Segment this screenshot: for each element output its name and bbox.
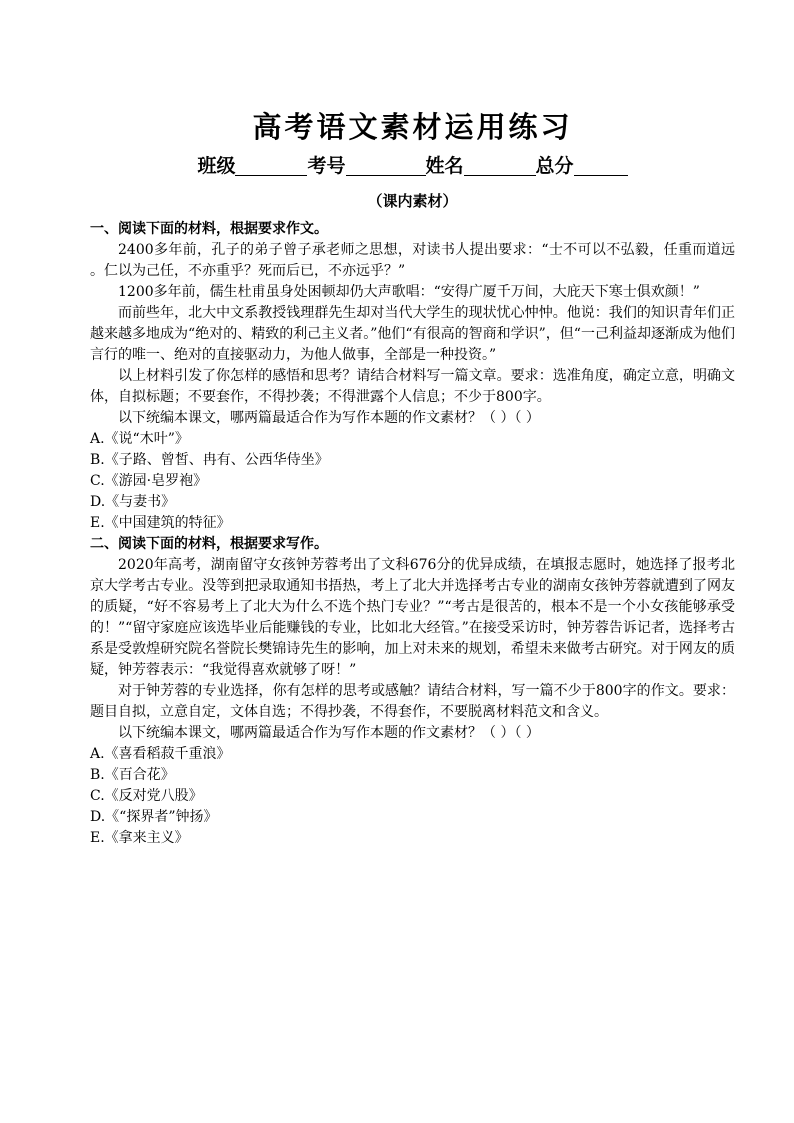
section-two-option-a: A.《喜看稻菽千重浪》 bbox=[90, 746, 231, 762]
document-subtitle: （课内素材） bbox=[367, 192, 458, 210]
name-label: 姓名 bbox=[425, 155, 464, 177]
number-label: 考号 bbox=[307, 155, 346, 177]
section-two-paragraph: 2020年高考，湖南留守女孩钟芳蓉考出了文科676分的优异成绩，在填报志愿时，她选择了报考北京大学考古专业。没等到把录取通知书捂热，考上了北大并选择考古专业的湖南女孩钟芳蓉就遭到了网友的质疑，“好不容易考上了北大为什么不选个热门专业？”“考古是很苦的，根本不是一个小女孩能够承受的！”“留守家庭应该选毕业后能赚钱的专业，比如北大经管。”在接受采访时，钟芳蓉告诉记者，选择考古系是受敦煌研究院名誉院长樊锦诗先生的影响，加上对未来的规划，希望未来做考古研究。对于网友的质疑，钟芳蓉表示：“我觉得喜欢就够了呀！” bbox=[90, 557, 735, 678]
score-label: 总分 bbox=[535, 155, 574, 177]
section-one-option-c: C.《游园·皂罗袍》 bbox=[90, 473, 208, 489]
section-two-option-e: E.《拿来主义》 bbox=[90, 830, 189, 846]
section-one-option-b: B.《子路、曾皙、冉有、公西华侍坐》 bbox=[90, 452, 329, 468]
class-label: 班级 bbox=[197, 155, 236, 177]
section-one-paragraph: 2400多年前，孔子的弟子曾子承老师之思想，对读书人提出要求：“士不可以不弘毅，任重而道远 。仁以为己任，不亦重乎？死而后已，不亦远乎？” bbox=[90, 242, 735, 279]
section-two-paragraph: 对于钟芳蓉的专业选择，你有怎样的思考或感触？请结合材料，写一篇不少于800字的作文。要求：题目自拟，立意自定，文体自选；不得抄袭，不得套作，不要脱离材料范文和含义。 bbox=[90, 683, 735, 720]
document-title: 高考语文素材运用练习 bbox=[252, 110, 573, 144]
section-one-option-a: A.《说“木叶”》 bbox=[90, 431, 189, 447]
section-one-paragraph: 以上材料引发了你怎样的感悟和思考？请结合材料写一篇文章。要求：选准角度，确定立意，明确文体，自拟标题；不要套作，不得抄袭；不得泄露个人信息；不少于800字。 bbox=[90, 368, 735, 405]
section-two-option-c: C.《反对党八股》 bbox=[90, 788, 203, 804]
student-info-line bbox=[90, 149, 735, 183]
number-blank bbox=[346, 155, 426, 176]
document-page bbox=[90, 105, 735, 849]
section-one-question: 以下统编本课文，哪两篇最适合作为写作本题的作文素材？（ ）（ ） bbox=[118, 410, 540, 426]
section-two-option-b: B.《百合花》 bbox=[90, 767, 175, 783]
section-one-paragraph: 而前些年，北大中文系教授钱理群先生却对当代大学生的现状忧心忡忡。他说：我们的知识青年们正越来越多地成为“绝对的、精致的利己主义者。”他们“有很高的智商和学识”，但“一己利益却逐渐成为他们言行的唯一、绝对的直接驱动力，为他人做事，全部是一种投资。” bbox=[90, 305, 735, 363]
section-one bbox=[90, 219, 735, 534]
name-blank bbox=[464, 155, 536, 176]
section-two-heading: 二、阅读下面的材料，根据要求写作。 bbox=[90, 536, 328, 552]
section-one-option-e: E.《中国建筑的特征》 bbox=[90, 515, 231, 531]
section-one-option-d: D.《与妻书》 bbox=[90, 494, 176, 510]
section-one-paragraph: 1200多年前，儒生杜甫虽身处困顿却仍大声歌唱：“安得广厦千万间，大庇天下寒士俱欢颜！” bbox=[118, 284, 700, 300]
section-two-question: 以下统编本课文，哪两篇最适合作为写作本题的作文素材？（ ）（ ） bbox=[118, 725, 540, 741]
class-blank bbox=[235, 155, 307, 176]
section-two-option-d: D.《“探界者”钟扬》 bbox=[90, 809, 218, 825]
score-blank bbox=[574, 155, 628, 176]
section-one-heading: 一、阅读下面的材料，根据要求作文。 bbox=[90, 221, 328, 237]
section-two bbox=[90, 534, 735, 849]
